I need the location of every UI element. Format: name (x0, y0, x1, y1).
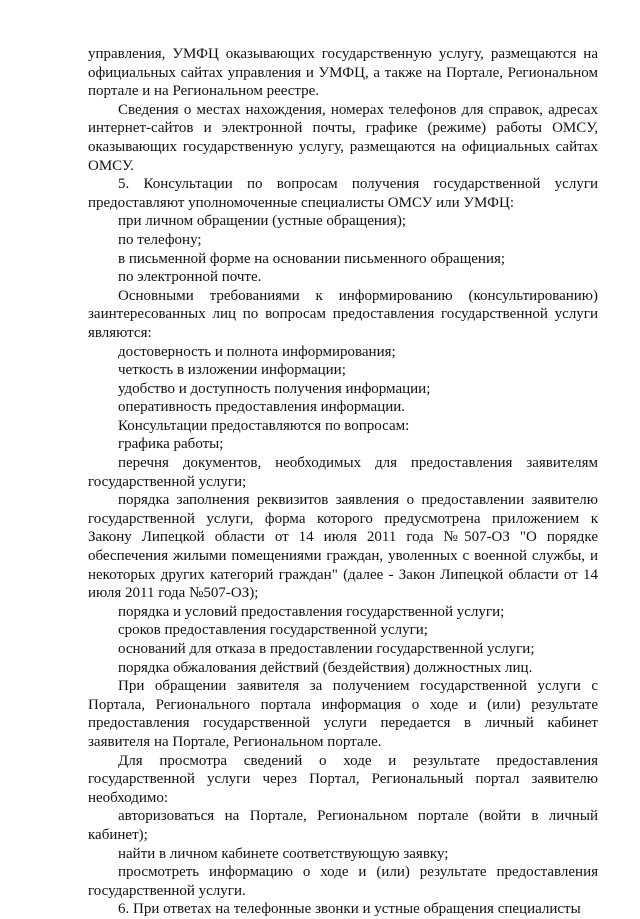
paragraph: перечня документов, необходимых для предоставления заявителям государственной услуги; (88, 455, 598, 490)
paragraph: Консультации предоставляются по вопросам: (118, 417, 410, 434)
paragraph: порядка заполнения реквизитов заявления о предоставлении заявителю государственной услуги, форма которого предусмотрена приложением к Закону Липецкой области от 14 июля 2011 года №507-ОЗ "О порядке обеспечения жилыми помещениями граждан, уволенных с военной службы, и некоторых других категорий граждан" (далее - Закон Липецкой области от 14 июля 2011 года №507-ОЗ); (88, 492, 598, 602)
paragraph: при личном обращении (устные обращения); (118, 213, 407, 230)
paragraph: в письменной форме на основании письменного обращения; (118, 250, 506, 267)
paragraph: Сведения о местах нахождения, номерах телефонов для справок, адресах интернет-сайтов и электронной почты, графике (режиме) работы ОМСУ, оказывающих государственную услугу, размещаются на официальных сайтах ОМСУ. (88, 101, 598, 174)
paragraph: по электронной почте. (118, 269, 262, 286)
paragraph: по телефону; (118, 231, 202, 248)
paragraph: авторизоваться на Портале, Региональном портале (войти в личный кабинет); (88, 808, 598, 843)
paragraph: Основными требованиями к информированию (консультированию) заинтересованных лиц по вопросам предоставления государственной услуги являются: (88, 287, 598, 341)
paragraph: порядка обжалования действий (бездействия) должностных лиц. (118, 659, 533, 676)
paragraph: четкость в изложении информации; (118, 362, 346, 379)
paragraph: просмотреть информацию о ходе и (или) результате предоставления государственной услуги. (88, 864, 598, 899)
document-body (88, 45, 598, 919)
paragraph: 6. При ответах на телефонные звонки и устные обращения специалисты (118, 901, 581, 918)
paragraph: сроков предоставления государственной услуги; (118, 622, 428, 639)
paragraph: управления, УМФЦ оказывающих государственную услугу, размещаются на официальных сайтах управления и УМФЦ, а также на Портале, Региональном портале и на Региональном реестре. (88, 46, 598, 100)
paragraph: 5. Консультации по вопросам получения государственной услуги предоставляют уполномоченные специалисты ОМСУ или УМФЦ: (88, 176, 598, 211)
paragraph: удобство и доступность получения информации; (118, 380, 431, 397)
paragraph: Для просмотра сведений о ходе и результате предоставления государственной услуги через Портал, Региональный портал заявителю необходимо: (88, 752, 598, 806)
paragraph: достоверность и полнота информирования; (118, 343, 396, 360)
paragraph: оперативность предоставления информации. (118, 399, 406, 416)
paragraph: графика работы; (118, 436, 224, 453)
paragraph: порядка и условий предоставления государственной услуги; (118, 603, 505, 620)
paragraph: оснований для отказа в предоставлении государственной услуги; (118, 641, 535, 657)
paragraph: При обращении заявителя за получением государственной услуги с Портала, Регионального портала информация о ходе и (или) результате предоставления государственной услуги передается в личный кабинет заявителя на Портале, Региональном портале. (88, 678, 598, 750)
paragraph: найти в личном кабинете соответствующую заявку; (118, 845, 449, 862)
